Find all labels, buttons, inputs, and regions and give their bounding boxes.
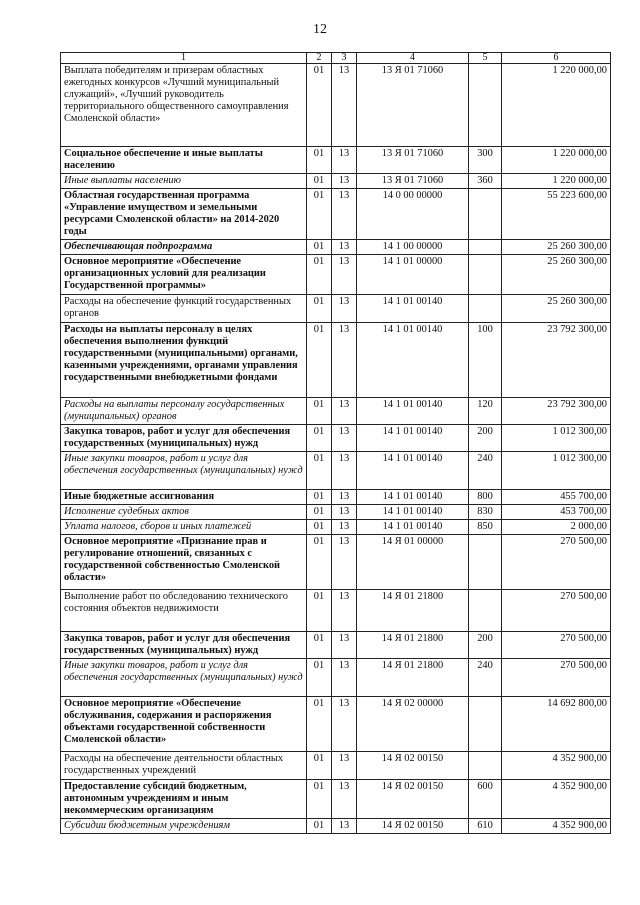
row-expense-type-cell: 120 xyxy=(469,398,502,425)
row-section-cell: 01 xyxy=(307,189,332,240)
row-section-cell: 01 xyxy=(307,819,332,834)
row-expense-type-cell: 240 xyxy=(469,659,502,697)
row-name-cell: Основное мероприятие «Признание прав и регулирование отношений, связанных с государственной собственностью Смоленской области» xyxy=(61,535,307,590)
row-target-code-cell: 14 1 01 00140 xyxy=(357,520,469,535)
row-target-code-cell: 14 Я 02 00150 xyxy=(357,780,469,819)
row-target-code-cell: 14 1 01 00140 xyxy=(357,398,469,425)
row-target-code-cell: 14 1 01 00140 xyxy=(357,490,469,505)
row-section-cell: 01 xyxy=(307,295,332,323)
row-expense-type-cell: 600 xyxy=(469,780,502,819)
row-expense-type-cell: 830 xyxy=(469,505,502,520)
row-subsection-cell: 13 xyxy=(332,64,357,147)
row-target-code-cell: 13 Я 01 71060 xyxy=(357,147,469,174)
row-section-cell: 01 xyxy=(307,752,332,780)
row-name-cell: Исполнение судебных актов xyxy=(61,505,307,520)
row-expense-type-cell: 240 xyxy=(469,452,502,490)
row-name-cell: Иные закупки товаров, работ и услуг для обеспечения государственных (муниципальных) нужд xyxy=(61,452,307,490)
row-subsection-cell: 13 xyxy=(332,632,357,659)
row-name-cell: Иные бюджетные ассигнования xyxy=(61,490,307,505)
row-target-code-cell: 14 1 01 00140 xyxy=(357,295,469,323)
table-row xyxy=(61,590,611,632)
row-amount-cell: 1 220 000,00 xyxy=(502,64,611,147)
row-expense-type-cell xyxy=(469,752,502,780)
row-amount-cell: 14 692 800,00 xyxy=(502,697,611,752)
row-name-cell: Выполнение работ по обследованию технического состояния объектов недвижимости xyxy=(61,590,307,632)
row-section-cell: 01 xyxy=(307,323,332,398)
table-row xyxy=(61,174,611,189)
row-name-cell: Иные выплаты населению xyxy=(61,174,307,189)
row-target-code-cell: 14 1 01 00140 xyxy=(357,505,469,520)
table-row xyxy=(61,64,611,147)
row-subsection-cell: 13 xyxy=(332,819,357,834)
table-row xyxy=(61,490,611,505)
table-row xyxy=(61,323,611,398)
row-expense-type-cell: 200 xyxy=(469,632,502,659)
table-row xyxy=(61,697,611,752)
row-amount-cell: 270 500,00 xyxy=(502,590,611,632)
row-expense-type-cell xyxy=(469,535,502,590)
row-expense-type-cell: 100 xyxy=(469,323,502,398)
row-name-cell: Предоставление субсидий бюджетным, автономным учреждениям и иным некоммерческим организациям xyxy=(61,780,307,819)
row-expense-type-cell: 850 xyxy=(469,520,502,535)
row-expense-type-cell: 800 xyxy=(469,490,502,505)
row-name-cell: Расходы на обеспечение функций государственных органов xyxy=(61,295,307,323)
row-amount-cell: 453 700,00 xyxy=(502,505,611,520)
row-name-cell: Социальное обеспечение и иные выплаты населению xyxy=(61,147,307,174)
table-row xyxy=(61,819,611,834)
row-amount-cell: 270 500,00 xyxy=(502,535,611,590)
row-name-cell: Основное мероприятие «Обеспечение организационных условий для реализации Государственной программы» xyxy=(61,255,307,295)
row-expense-type-cell xyxy=(469,697,502,752)
row-section-cell: 01 xyxy=(307,64,332,147)
row-amount-cell: 23 792 300,00 xyxy=(502,398,611,425)
column-header-name: 1 xyxy=(61,53,307,64)
row-name-cell: Уплата налогов, сборов и иных платежей xyxy=(61,520,307,535)
row-name-cell: Расходы на выплаты персоналу в целях обеспечения выполнения функций государственными (муниципальными) органами, казенными учреждениями, органами управления государственными внебюджетными фондами xyxy=(61,323,307,398)
row-subsection-cell: 13 xyxy=(332,147,357,174)
row-amount-cell: 25 260 300,00 xyxy=(502,255,611,295)
table-row xyxy=(61,520,611,535)
row-amount-cell: 23 792 300,00 xyxy=(502,323,611,398)
row-name-cell: Закупка товаров, работ и услуг для обеспечения государственных (муниципальных) нужд xyxy=(61,425,307,452)
row-subsection-cell: 13 xyxy=(332,255,357,295)
row-section-cell: 01 xyxy=(307,425,332,452)
row-subsection-cell: 13 xyxy=(332,295,357,323)
row-section-cell: 01 xyxy=(307,505,332,520)
row-amount-cell: 25 260 300,00 xyxy=(502,240,611,255)
row-subsection-cell: 13 xyxy=(332,174,357,189)
row-amount-cell: 4 352 900,00 xyxy=(502,819,611,834)
row-section-cell: 01 xyxy=(307,240,332,255)
row-subsection-cell: 13 xyxy=(332,505,357,520)
row-target-code-cell: 14 Я 01 00000 xyxy=(357,535,469,590)
table-row xyxy=(61,425,611,452)
row-name-cell: Субсидии бюджетным учреждениям xyxy=(61,819,307,834)
row-subsection-cell: 13 xyxy=(332,535,357,590)
row-amount-cell: 270 500,00 xyxy=(502,659,611,697)
column-header-subsection: 3 xyxy=(332,53,357,64)
row-target-code-cell: 14 0 00 00000 xyxy=(357,189,469,240)
row-section-cell: 01 xyxy=(307,590,332,632)
row-subsection-cell: 13 xyxy=(332,659,357,697)
row-expense-type-cell xyxy=(469,255,502,295)
row-target-code-cell: 14 Я 01 21800 xyxy=(357,590,469,632)
table-row xyxy=(61,535,611,590)
row-expense-type-cell xyxy=(469,64,502,147)
table-row xyxy=(61,752,611,780)
row-target-code-cell: 14 1 01 00140 xyxy=(357,425,469,452)
row-section-cell: 01 xyxy=(307,520,332,535)
row-amount-cell: 270 500,00 xyxy=(502,632,611,659)
row-amount-cell: 2 000,00 xyxy=(502,520,611,535)
column-header-expense-type: 5 xyxy=(469,53,502,64)
row-subsection-cell: 13 xyxy=(332,752,357,780)
row-name-cell: Расходы на обеспечение деятельности областных государственных учреждений xyxy=(61,752,307,780)
row-subsection-cell: 13 xyxy=(332,323,357,398)
row-name-cell: Расходы на выплаты персоналу государственных (муниципальных) органов xyxy=(61,398,307,425)
row-amount-cell: 1 220 000,00 xyxy=(502,147,611,174)
table-row xyxy=(61,147,611,174)
row-subsection-cell: 13 xyxy=(332,452,357,490)
row-section-cell: 01 xyxy=(307,398,332,425)
row-name-cell: Обеспечивающая подпрограмма xyxy=(61,240,307,255)
row-subsection-cell: 13 xyxy=(332,425,357,452)
row-expense-type-cell: 360 xyxy=(469,174,502,189)
row-expense-type-cell xyxy=(469,590,502,632)
table-row xyxy=(61,505,611,520)
row-subsection-cell: 13 xyxy=(332,398,357,425)
row-expense-type-cell xyxy=(469,295,502,323)
row-target-code-cell: 14 1 01 00000 xyxy=(357,255,469,295)
row-section-cell: 01 xyxy=(307,535,332,590)
table-row xyxy=(61,659,611,697)
row-expense-type-cell xyxy=(469,240,502,255)
row-target-code-cell: 13 Я 01 71060 xyxy=(357,64,469,147)
row-subsection-cell: 13 xyxy=(332,240,357,255)
row-amount-cell: 4 352 900,00 xyxy=(502,780,611,819)
row-amount-cell: 455 700,00 xyxy=(502,490,611,505)
row-name-cell: Областная государственная программа «Управление имуществом и земельными ресурсами Смоленской области» на 2014-2020 годы xyxy=(61,189,307,240)
row-target-code-cell: 14 1 00 00000 xyxy=(357,240,469,255)
column-header-target-code: 4 xyxy=(357,53,469,64)
row-amount-cell: 25 260 300,00 xyxy=(502,295,611,323)
row-section-cell: 01 xyxy=(307,659,332,697)
table-header-row xyxy=(61,53,611,64)
row-name-cell: Иные закупки товаров, работ и услуг для обеспечения государственных (муниципальных) нужд xyxy=(61,659,307,697)
table-row xyxy=(61,452,611,490)
table-body xyxy=(61,53,611,834)
row-subsection-cell: 13 xyxy=(332,490,357,505)
row-expense-type-cell: 300 xyxy=(469,147,502,174)
row-subsection-cell: 13 xyxy=(332,590,357,632)
row-section-cell: 01 xyxy=(307,780,332,819)
row-section-cell: 01 xyxy=(307,174,332,189)
row-amount-cell: 55 223 600,00 xyxy=(502,189,611,240)
table-row xyxy=(61,240,611,255)
table-row xyxy=(61,255,611,295)
table-row xyxy=(61,295,611,323)
row-expense-type-cell: 610 xyxy=(469,819,502,834)
row-section-cell: 01 xyxy=(307,632,332,659)
row-amount-cell: 1 220 000,00 xyxy=(502,174,611,189)
row-name-cell: Выплата победителям и призерам областных ежегодных конкурсов «Лучший муниципальный служащий», «Лучший руководитель территориального общественного самоуправления Смоленской области» xyxy=(61,64,307,147)
row-section-cell: 01 xyxy=(307,697,332,752)
page-number: 12 xyxy=(313,22,327,37)
row-section-cell: 01 xyxy=(307,490,332,505)
column-header-amount: 6 xyxy=(502,53,611,64)
row-section-cell: 01 xyxy=(307,255,332,295)
row-target-code-cell: 14 Я 01 21800 xyxy=(357,659,469,697)
row-expense-type-cell: 200 xyxy=(469,425,502,452)
row-target-code-cell: 13 Я 01 71060 xyxy=(357,174,469,189)
row-target-code-cell: 14 1 01 00140 xyxy=(357,323,469,398)
row-name-cell: Основное мероприятие «Обеспечение обслуживания, содержания и распоряжения объектами государственной собственности Смоленской области» xyxy=(61,697,307,752)
row-subsection-cell: 13 xyxy=(332,697,357,752)
row-amount-cell: 1 012 300,00 xyxy=(502,452,611,490)
row-subsection-cell: 13 xyxy=(332,189,357,240)
row-subsection-cell: 13 xyxy=(332,780,357,819)
table-row xyxy=(61,398,611,425)
row-target-code-cell: 14 Я 02 00000 xyxy=(357,697,469,752)
table-row xyxy=(61,632,611,659)
row-amount-cell: 4 352 900,00 xyxy=(502,752,611,780)
row-target-code-cell: 14 Я 02 00150 xyxy=(357,819,469,834)
row-target-code-cell: 14 Я 02 00150 xyxy=(357,752,469,780)
table-row xyxy=(61,780,611,819)
table-row xyxy=(61,189,611,240)
row-name-cell: Закупка товаров, работ и услуг для обеспечения государственных (муниципальных) нужд xyxy=(61,632,307,659)
row-amount-cell: 1 012 300,00 xyxy=(502,425,611,452)
column-header-section: 2 xyxy=(307,53,332,64)
row-section-cell: 01 xyxy=(307,452,332,490)
row-section-cell: 01 xyxy=(307,147,332,174)
row-subsection-cell: 13 xyxy=(332,520,357,535)
budget-table xyxy=(60,52,611,834)
row-expense-type-cell xyxy=(469,189,502,240)
row-target-code-cell: 14 1 01 00140 xyxy=(357,452,469,490)
row-target-code-cell: 14 Я 01 21800 xyxy=(357,632,469,659)
